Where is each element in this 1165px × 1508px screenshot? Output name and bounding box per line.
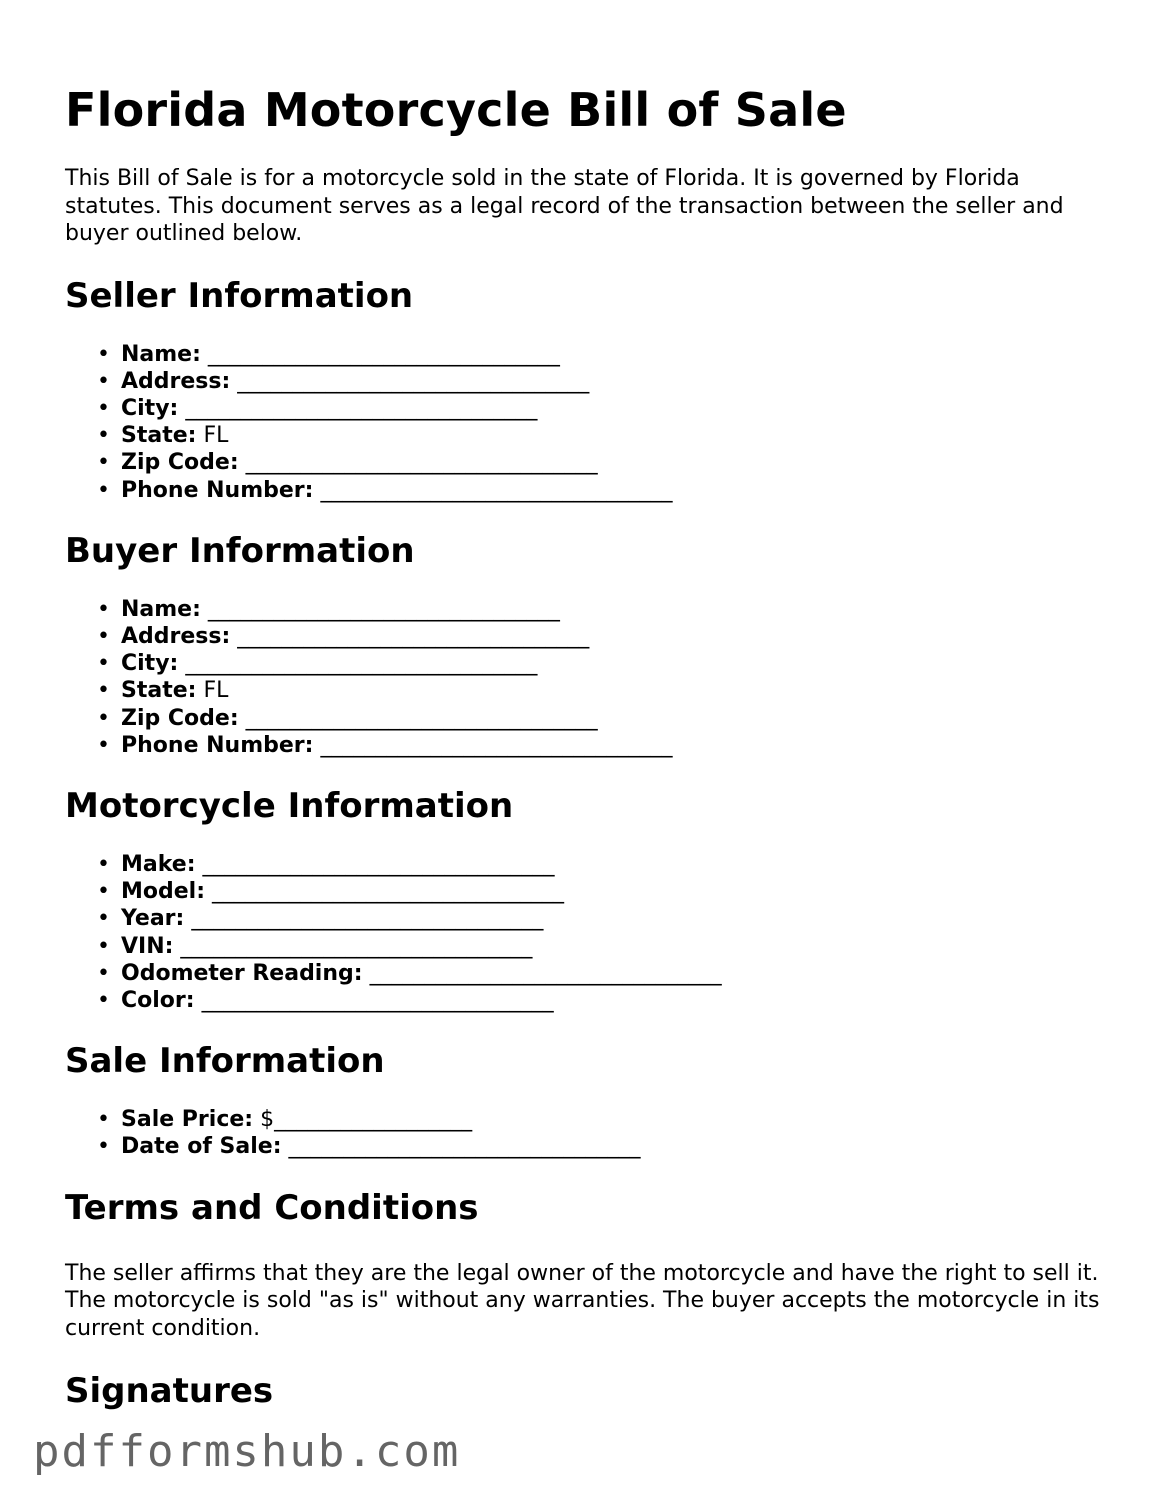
sale-heading: Sale Information	[65, 1041, 385, 1082]
motorcycle-fields	[65, 851, 1105, 1014]
terms-paragraph: The seller affirms that they are the legal owner of the motorcycle and have the right to sell it. The motorcycle is sold "as is" without any warranties. The buyer accepts the motorcycle in its current condition.	[65, 1260, 1100, 1341]
buyer-address-field[interactable]: • Address: ________________________________	[121, 623, 1105, 650]
sale-price-field[interactable]: • Sale Price: $__________________	[121, 1106, 1105, 1133]
sale-date-field[interactable]: • Date of Sale: ________________________________	[121, 1133, 1105, 1160]
seller-city-field[interactable]: • City: ________________________________	[121, 395, 1105, 422]
seller-heading: Seller Information	[65, 275, 414, 316]
seller-fields	[65, 341, 1105, 504]
motorcycle-year-field[interactable]: • Year: ________________________________	[121, 905, 1105, 932]
motorcycle-make-field[interactable]: • Make: ________________________________	[121, 851, 1105, 878]
buyer-zip-field[interactable]: • Zip Code: ________________________________	[121, 705, 1105, 732]
watermark-text: pdfformshub.com	[33, 1426, 461, 1477]
document-page	[65, 0, 1105, 1411]
buyer-city-field[interactable]: • City: ________________________________	[121, 650, 1105, 677]
motorcycle-heading: Motorcycle Information	[65, 785, 514, 826]
buyer-fields	[65, 596, 1105, 759]
seller-address-field[interactable]: • Address: ________________________________	[121, 368, 1105, 395]
seller-state-field: • State: FL	[121, 422, 1105, 449]
buyer-state-field: • State: FL	[121, 677, 1105, 704]
motorcycle-color-field[interactable]: • Color: ________________________________	[121, 987, 1105, 1014]
seller-zip-field[interactable]: • Zip Code: ________________________________	[121, 449, 1105, 476]
buyer-name-field[interactable]: • Name: ________________________________	[121, 596, 1105, 623]
intro-paragraph: This Bill of Sale is for a motorcycle sold in the state of Florida. It is governed by Florida statutes. This document serves as a legal record of the transaction between the seller and buyer outlined below.	[65, 166, 1064, 246]
signatures-heading: Signatures	[65, 1371, 274, 1412]
motorcycle-odometer-field[interactable]: • Odometer Reading: ________________________________	[121, 960, 1105, 987]
buyer-phone-field[interactable]: • Phone Number: ________________________________	[121, 732, 1105, 759]
document-title: Florida Motorcycle Bill of Sale	[65, 83, 847, 137]
seller-phone-field[interactable]: • Phone Number: ________________________________	[121, 477, 1105, 504]
terms-heading: Terms and Conditions	[65, 1187, 479, 1228]
sale-fields	[65, 1106, 1105, 1160]
buyer-heading: Buyer Information	[65, 530, 415, 571]
motorcycle-model-field[interactable]: • Model: ________________________________	[121, 878, 1105, 905]
motorcycle-vin-field[interactable]: • VIN: ________________________________	[121, 933, 1105, 960]
seller-name-field[interactable]: • Name: ________________________________	[121, 341, 1105, 368]
